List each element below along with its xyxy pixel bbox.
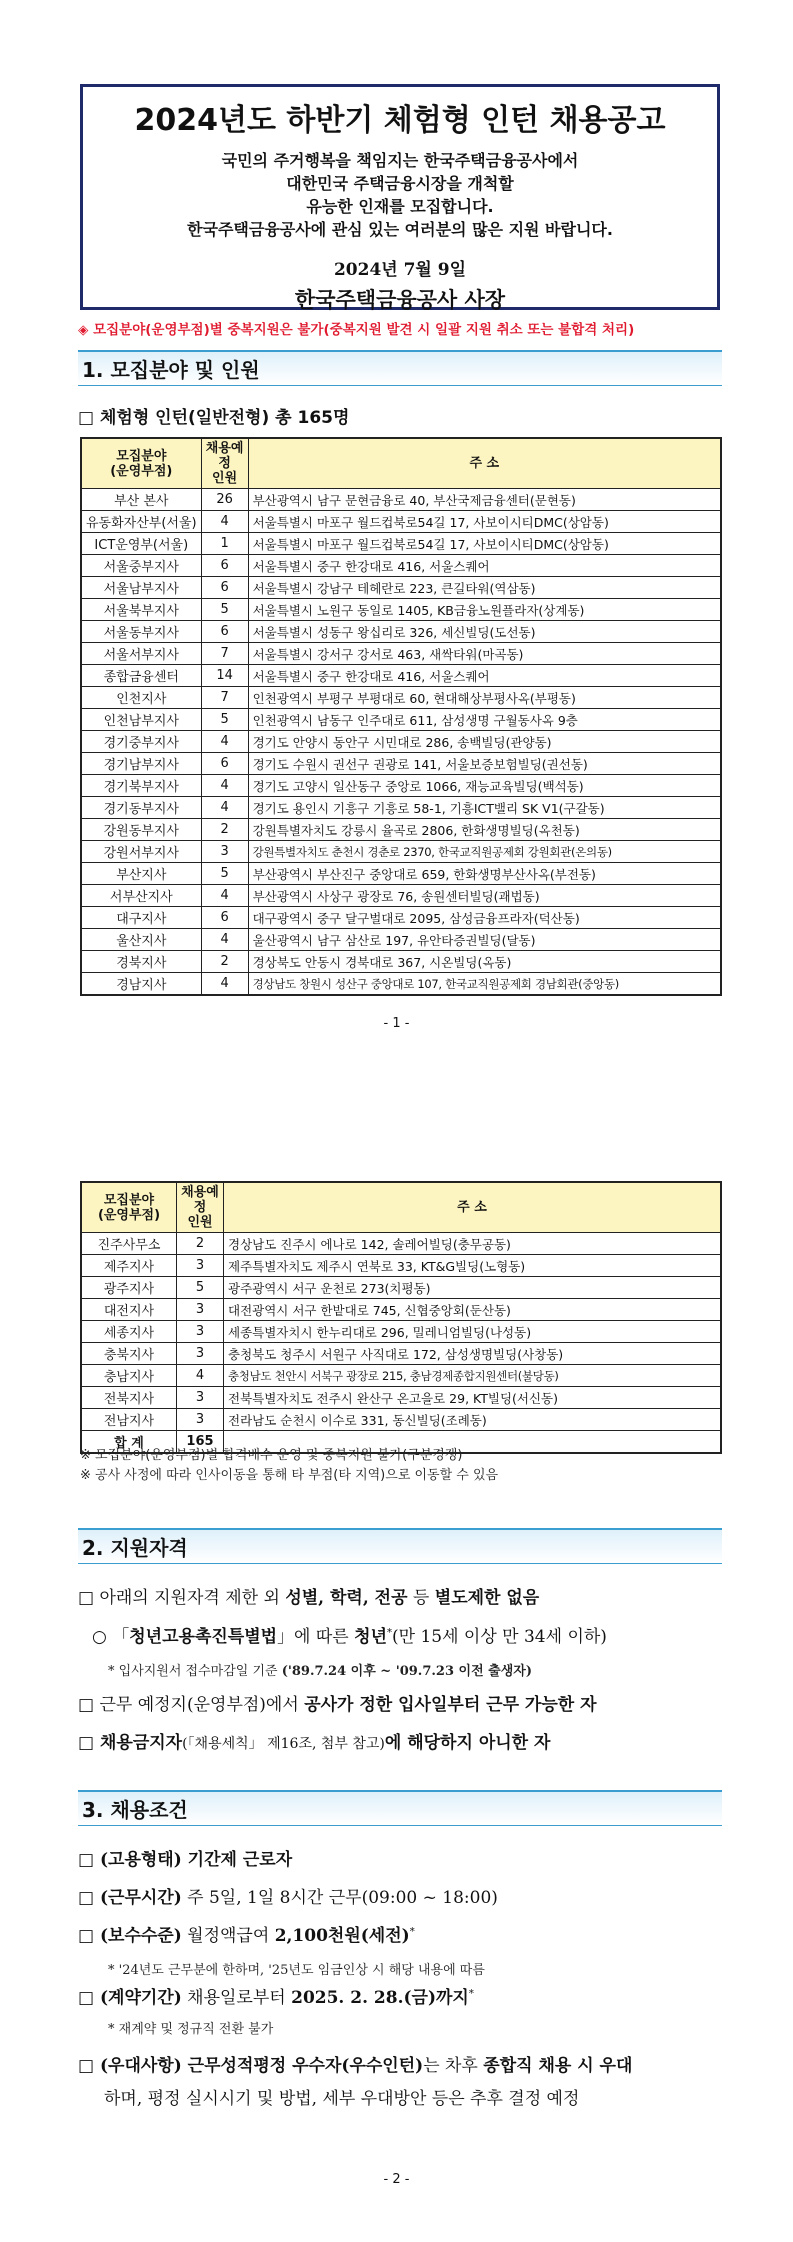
address-cell: 부산광역시 남구 문현금융로 40, 부산국제금융센터(문현동) <box>248 489 721 511</box>
table-row <box>81 797 721 819</box>
table-row <box>81 863 721 885</box>
address-cell: 충청북도 청주시 서원구 사직대로 172, 삼성생명빌딩(사창동) <box>224 1343 722 1365</box>
headcount-cell: 5 <box>201 863 248 885</box>
headcount-cell: 3 <box>177 1409 224 1431</box>
text-bold: □ (우대사항) <box>78 2056 182 2076</box>
condition-pay <box>78 1921 415 1946</box>
headcount-cell: 3 <box>177 1343 224 1365</box>
text-bold: 2025. 2. 28.(금)까지 <box>291 1988 469 2008</box>
branch-name-cell: 제주지사 <box>81 1255 177 1277</box>
intro-line: 대한민국 주택금융시장을 개척할 <box>286 174 514 193</box>
table-row <box>81 533 721 555</box>
branch-name-cell: 충남지사 <box>81 1365 177 1387</box>
headcount-cell: 5 <box>177 1277 224 1299</box>
headcount-cell: 4 <box>201 511 248 533</box>
branch-name-cell: 경기북부지사 <box>81 775 201 797</box>
headcount-cell: 6 <box>201 555 248 577</box>
table-row <box>81 1299 721 1321</box>
branch-name-cell: 서부산지사 <box>81 885 201 907</box>
address-cell: 인천광역시 부평구 부평대로 60, 현대해상부평사옥(부평동) <box>248 687 721 709</box>
table-row <box>81 907 721 929</box>
condition-employment-type <box>78 1845 292 1870</box>
table-row <box>81 1365 721 1387</box>
footnote-mark: * <box>409 1926 415 1938</box>
text: ○ 「 <box>92 1627 130 1647</box>
intro-line: 한국주택금융공사에 관심 있는 여러분의 많은 지원 바랍니다. <box>187 220 613 239</box>
branch-name-cell: 경남지사 <box>81 973 201 996</box>
text-bold: 기간제 근로자 <box>181 1850 293 1870</box>
headcount-cell: 3 <box>201 841 248 863</box>
duplicate-application-notice: ◈ 모집분야(운영부점)별 중복지원은 불가(중복지원 발견 시 일괄 지원 취소 또는 불합격 처리) <box>78 322 635 338</box>
address-cell: 서울특별시 강남구 테헤란로 223, 큰길타워(역삼동) <box>248 577 721 599</box>
address-cell: 서울특별시 중구 한강대로 416, 서울스퀘어 <box>248 665 721 687</box>
branch-name-cell: 서울동부지사 <box>81 621 201 643</box>
branch-name-cell: 경북지사 <box>81 951 201 973</box>
address-cell: 경기도 안양시 동안구 시민대로 286, 송백빌딩(관양동) <box>248 731 721 753</box>
address-cell: 대구광역시 중구 달구벌대로 2095, 삼성금융프라자(덕산동) <box>248 907 721 929</box>
headcount-cell: 4 <box>201 775 248 797</box>
page-number: - 2 - <box>383 2172 410 2187</box>
table-row <box>81 511 721 533</box>
text-bold: □ 채용금지자 <box>78 1733 183 1753</box>
table-row <box>81 1409 721 1431</box>
table-row <box>81 489 721 511</box>
section-2-title: 2. 지원자격 <box>78 1528 722 1564</box>
address-cell: 경상북도 안동시 경북대로 367, 시온빌딩(옥동) <box>248 951 721 973</box>
headcount-cell: 4 <box>201 731 248 753</box>
address-cell: 울산광역시 남구 삼산로 197, 유안타증권빌딩(달동) <box>248 929 721 951</box>
branch-name-cell: 전남지사 <box>81 1409 177 1431</box>
address-cell: 경기도 용인시 기흥구 기흥로 58-1, 기흥ICT밸리 SK V1(구갈동) <box>248 797 721 819</box>
text: □ 근무 예정지(운영부점)에서 <box>78 1695 305 1715</box>
text: * 입사지원서 접수마감일 기준 <box>108 1664 282 1679</box>
branch-name-cell: 부산지사 <box>81 863 201 885</box>
branch-name-cell: 인천남부지사 <box>81 709 201 731</box>
headcount-cell: 1 <box>201 533 248 555</box>
qualification-item-1 <box>78 1583 539 1608</box>
address-cell: 경기도 수원시 권선구 권광로 141, 서울보증보험빌딩(권선동) <box>248 753 721 775</box>
address-cell: 부산광역시 사상구 광장로 76, 송원센터빌딩(괘법동) <box>248 885 721 907</box>
table-row <box>81 665 721 687</box>
col-header-address: 주 소 <box>248 438 721 489</box>
pay-note: * '24년도 근무분에 한하며, '25년도 임금인상 시 해당 내용에 따름 <box>108 1963 485 1978</box>
page-number: - 1 - <box>383 1016 410 1031</box>
branch-name-cell: 서울북부지사 <box>81 599 201 621</box>
text: 주 5일, 1일 8시간 근무(09:00 ~ 18:00) <box>181 1888 498 1908</box>
branch-name-cell: 울산지사 <box>81 929 201 951</box>
headcount-cell: 7 <box>201 687 248 709</box>
branch-name-cell: 경기동부지사 <box>81 797 201 819</box>
col-header-count: 채용예정 인원 <box>177 1182 224 1233</box>
headcount-cell: 4 <box>201 797 248 819</box>
headcount-cell: 2 <box>177 1233 224 1255</box>
address-cell: 전라남도 순천시 이수로 331, 동신빌딩(조례동) <box>224 1409 722 1431</box>
col-header-field: 모집분야 (운영부점) <box>81 438 201 489</box>
table-row <box>81 1343 721 1365</box>
branch-name-cell: 광주지사 <box>81 1277 177 1299</box>
branch-name-cell: 부산 본사 <box>81 489 201 511</box>
table-row <box>81 929 721 951</box>
text-bold: □ (근무시간) <box>78 1888 182 1908</box>
condition-preference <box>78 2051 632 2076</box>
col-header-count: 채용예정 인원 <box>201 438 248 489</box>
table-note: ※ 모집분야(운영부점)별 합격배수 운영 및 중복지원 불가(구분경쟁) <box>80 1448 463 1463</box>
branch-name-cell: 대전지사 <box>81 1299 177 1321</box>
address-cell: 강원특별자치도 강릉시 율곡로 2806, 한화생명빌딩(옥천동) <box>248 819 721 841</box>
text-bold: 별도제한 없음 <box>434 1588 540 1608</box>
col-header-address: 주 소 <box>224 1182 722 1233</box>
table-row <box>81 599 721 621</box>
branch-name-cell: 진주사무소 <box>81 1233 177 1255</box>
headcount-cell: 4 <box>177 1365 224 1387</box>
branch-name-cell: 강원서부지사 <box>81 841 201 863</box>
table-row <box>81 973 721 996</box>
branch-name-cell: 서울중부지사 <box>81 555 201 577</box>
table-row <box>81 775 721 797</box>
announcement-title: 2024년도 하반기 체험형 인턴 채용공고 <box>134 103 666 138</box>
text: 등 <box>407 1588 435 1608</box>
announcement-date: 2024년 7월 9일 <box>333 260 467 280</box>
text-bold: ('89.7.24 이후 ~ '09.7.23 이전 출생자) <box>281 1664 532 1679</box>
table-row <box>81 819 721 841</box>
table-row <box>81 1387 721 1409</box>
text-bold: □ (고용형태) <box>78 1850 182 1870</box>
address-cell: 경기도 고양시 일산동구 중앙로 1066, 재능교육빌딩(백석동) <box>248 775 721 797</box>
table-row <box>81 1277 721 1299</box>
announcement-org: 한국주택금융공사 사장 <box>294 288 506 312</box>
text-bold: 청년 <box>354 1627 387 1647</box>
headcount-cell: 7 <box>201 643 248 665</box>
text: 는 차후 <box>423 2056 484 2076</box>
branch-name-cell: 서울서부지사 <box>81 643 201 665</box>
intro-text <box>83 149 717 241</box>
table-header-row <box>81 438 721 489</box>
text: □ 아래의 지원자격 제한 외 <box>78 1588 286 1608</box>
address-cell: 대전광역시 서구 한밭대로 745, 신협중앙회(둔산동) <box>224 1299 722 1321</box>
recruitment-table-page1 <box>80 437 722 996</box>
text-bold: 종합직 채용 시 우대 <box>483 2056 633 2076</box>
table-body-page2 <box>81 1233 721 1431</box>
table-row <box>81 687 721 709</box>
headcount-cell: 2 <box>201 951 248 973</box>
branch-name-cell: 강원동부지사 <box>81 819 201 841</box>
headcount-cell: 14 <box>201 665 248 687</box>
table-row <box>81 577 721 599</box>
qualification-item-3 <box>78 1690 597 1715</box>
address-cell: 서울특별시 중구 한강대로 416, 서울스퀘어 <box>248 555 721 577</box>
col-header-field: 모집분야 (운영부점) <box>81 1182 177 1233</box>
headcount-cell: 3 <box>177 1321 224 1343</box>
headcount-cell: 4 <box>201 929 248 951</box>
table-row <box>81 1233 721 1255</box>
address-cell: 서울특별시 성동구 왕십리로 326, 세신빌딩(도선동) <box>248 621 721 643</box>
address-cell: 충청남도 천안시 서북구 광장로 215, 충남경제종합지원센터(불당동) <box>224 1365 722 1387</box>
text-bold: 공사가 정한 입사일부터 근무 가능한 자 <box>304 1695 597 1715</box>
section-1-title: 1. 모집분야 및 인원 <box>78 350 722 386</box>
table-row <box>81 555 721 577</box>
headcount-cell: 6 <box>201 753 248 775</box>
branch-name-cell: 충북지사 <box>81 1343 177 1365</box>
text-bold: □ (보수수준) <box>78 1926 182 1946</box>
branch-name-cell: 경기남부지사 <box>81 753 201 775</box>
table-row <box>81 951 721 973</box>
headcount-cell: 4 <box>201 973 248 996</box>
address-cell: 서울특별시 노원구 동일로 1405, KB금융노원플라자(상계동) <box>248 599 721 621</box>
recruit-summary: □ 체험형 인턴(일반전형) 총 165명 <box>78 408 350 428</box>
headcount-cell: 5 <box>201 709 248 731</box>
condition-contract-period <box>78 1983 474 2008</box>
address-cell: 서울특별시 강서구 강서로 463, 새싹타워(마곡동) <box>248 643 721 665</box>
table-row <box>81 1321 721 1343</box>
branch-name-cell: 서울남부지사 <box>81 577 201 599</box>
table-row <box>81 621 721 643</box>
condition-work-hours <box>78 1883 498 1908</box>
address-cell: 부산광역시 부산진구 중앙대로 659, 한화생명부산사옥(부전동) <box>248 863 721 885</box>
headcount-cell: 5 <box>201 599 248 621</box>
condition-preference-line2: 하며, 평정 실시시기 및 방법, 세부 우대방안 등은 추후 결정 예정 <box>104 2089 580 2109</box>
address-cell: 인천광역시 남동구 인주대로 611, 삼성생명 구월동사옥 9층 <box>248 709 721 731</box>
headcount-cell: 6 <box>201 907 248 929</box>
branch-name-cell: 인천지사 <box>81 687 201 709</box>
table-row <box>81 753 721 775</box>
headcount-cell: 3 <box>177 1255 224 1277</box>
address-cell: 서울특별시 마포구 월드컵북로54길 17, 사보이시티DMC(상암동) <box>248 511 721 533</box>
table-header-row <box>81 1182 721 1233</box>
table-row <box>81 731 721 753</box>
headcount-cell: 2 <box>201 819 248 841</box>
table-row <box>81 1255 721 1277</box>
total-value: 165 <box>177 1431 224 1454</box>
branch-name-cell: 세종지사 <box>81 1321 177 1343</box>
text-bold: 에 해당하지 아니한 자 <box>384 1733 551 1753</box>
text-bold: 2,100천원(세전) <box>274 1926 410 1946</box>
address-cell: 세종특별자치시 한누리대로 296, 밀레니엄빌딩(나성동) <box>224 1321 722 1343</box>
qualification-item-4 <box>78 1728 550 1753</box>
footnote-mark: * <box>468 1988 474 2000</box>
text-bold: 청년고용촉진특별법 <box>129 1627 278 1647</box>
headcount-cell: 3 <box>177 1299 224 1321</box>
address-cell: 전북특별자치도 전주시 완산구 온고을로 29, KT빌딩(서신동) <box>224 1387 722 1409</box>
branch-name-cell: 전북지사 <box>81 1387 177 1409</box>
table-row <box>81 643 721 665</box>
recruitment-table-page2 <box>80 1181 722 1454</box>
headcount-cell: 6 <box>201 621 248 643</box>
headcount-cell: 4 <box>201 885 248 907</box>
text: (만 15세 이상 만 34세 이하) <box>392 1627 607 1647</box>
intro-line: 유능한 인재를 모집합니다. <box>306 197 494 216</box>
qualification-item-2 <box>92 1622 607 1647</box>
branch-name-cell: 경기중부지사 <box>81 731 201 753</box>
branch-name-cell: ICT운영부(서울) <box>81 533 201 555</box>
address-cell: 제주특별자치도 제주시 연북로 33, KT&G빌딩(노형동) <box>224 1255 722 1277</box>
text: 월정액급여 <box>181 1926 275 1946</box>
footnote-mark: * <box>387 1627 392 1639</box>
table-note: ※ 공사 사정에 따라 인사이동을 통해 타 부점(타 지역)으로 이동할 수 있음 <box>80 1468 499 1483</box>
contract-note: * 재계약 및 정규직 전환 불가 <box>108 2022 274 2037</box>
total-label: 합 계 <box>81 1431 177 1454</box>
address-cell: 강원특별자치도 춘천시 경춘로 2370, 한국교직원공제회 강원회관(온의동) <box>248 841 721 863</box>
address-cell: 경상남도 창원시 성산구 중앙대로 107, 한국교직원공제회 경남회관(중앙동) <box>248 973 721 996</box>
announcement-header-box <box>80 84 720 310</box>
address-cell: 광주광역시 서구 운천로 273(치평동) <box>224 1277 722 1299</box>
branch-name-cell: 종합금융센터 <box>81 665 201 687</box>
headcount-cell: 3 <box>177 1387 224 1409</box>
branch-name-cell: 대구지사 <box>81 907 201 929</box>
text-bold: 성별, 학력, 전공 <box>285 1588 408 1608</box>
text-bold: 근무성적평정 우수자(우수인턴) <box>181 2056 424 2076</box>
section-3-title: 3. 채용조건 <box>78 1790 722 1826</box>
text-bold: □ (계약기간) <box>78 1988 182 2008</box>
branch-name-cell: 유동화자산부(서울) <box>81 511 201 533</box>
table-row <box>81 885 721 907</box>
headcount-cell: 26 <box>201 489 248 511</box>
intro-line: 국민의 주거행복을 책임지는 한국주택금융공사에서 <box>221 151 579 170</box>
address-cell: 경상남도 진주시 에나로 142, 솔레어빌딩(충무공동) <box>224 1233 722 1255</box>
text: 」에 따른 <box>277 1627 355 1647</box>
text: (「채용세칙」 제16조, 첨부 참고) <box>182 1736 385 1752</box>
text: 채용일로부터 <box>181 1988 292 2008</box>
table-body-page1 <box>81 489 721 996</box>
table-row <box>81 709 721 731</box>
address-cell: 서울특별시 마포구 월드컵북로54길 17, 사보이시티DMC(상암동) <box>248 533 721 555</box>
qualification-note <box>108 1660 532 1679</box>
headcount-cell: 6 <box>201 577 248 599</box>
table-row <box>81 841 721 863</box>
